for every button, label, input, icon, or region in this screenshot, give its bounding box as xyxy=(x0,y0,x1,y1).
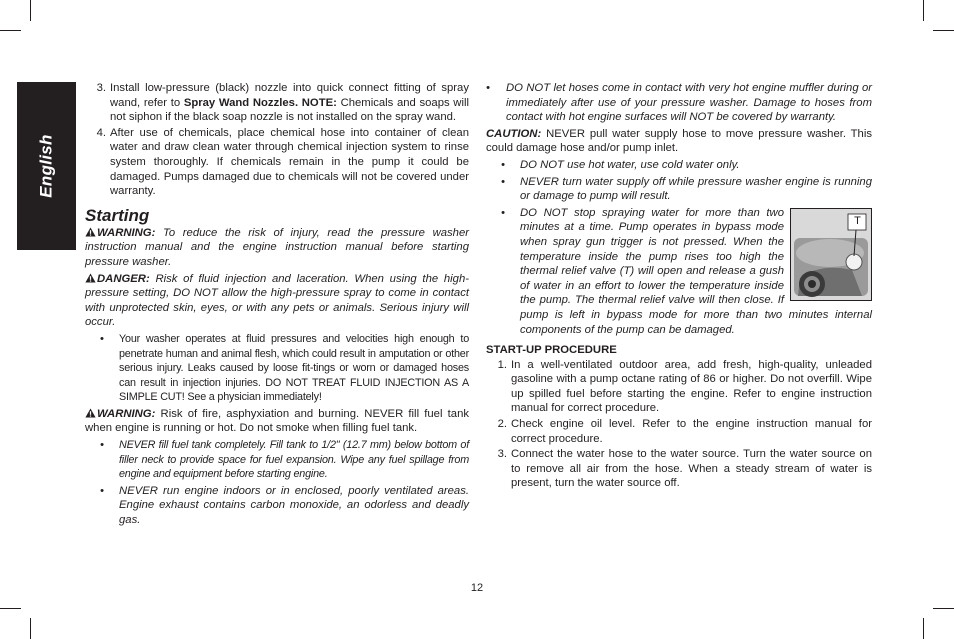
warning-text: Risk of fire, asphyxiation and burning. NEVER fill fuel tank when engine is running or hot. Do not smoke when filling fuel tank. xyxy=(85,407,469,435)
warning-paragraph xyxy=(85,226,469,270)
step-3 xyxy=(85,81,469,125)
warning-label: WARNING: xyxy=(97,407,156,420)
figure-label-t: T xyxy=(854,214,861,227)
step-2 xyxy=(486,417,872,446)
list-item-text-content: DO NOT stop spraying water for more than two minutes at a time. Pump operates in bypass mode when spray gun trigger is not pressed. When the temperature inside the pump rises too high the thermal relief valve (T) will open and release a gush of water in an effort to lower the temperature inside the pump. The thermal relief valve will then close. If pump is left in bypass mode for more than two minutes internal components of the pump can be damaged. xyxy=(520,206,872,336)
warning-text: To reduce the risk of injury, read the pressure washer instruction manual and the engine instruction manual before starting pressure washer. xyxy=(85,226,469,268)
step-number: 3. xyxy=(96,82,106,94)
step-3-text-a: Install low-pressure (black) nozzle into quick connect fitting of spray wand, refer to xyxy=(110,82,469,109)
bullet: • xyxy=(486,82,490,94)
step-3 xyxy=(486,447,872,491)
caution-paragraph xyxy=(486,127,872,156)
list-item-text: NEVER run engine indoors or in enclosed, poorly ventilated areas. Engine exhaust contains carbon monoxide, an odorless and deadly gas. xyxy=(119,484,469,527)
step-text: Check engine oil level. Refer to the engine instruction manual for correct procedure. xyxy=(511,418,872,445)
section-heading-starting: Starting xyxy=(85,205,150,225)
step-number: 1. xyxy=(497,358,507,371)
danger-text: Risk of fluid injection and laceration. When using the high-pressure setting, DO NOT allow the high-pressure spray to come in contact with unprotected skin, eyes, or with any pets or animals. Serious injury will occur. xyxy=(85,272,469,329)
step-text: In a well-ventilated outdoor area, add fresh, high-quality, unleaded gasoline with a pump octane rating of 86 or higher. Do not overfill. Wipe up spilled fuel before starting the engine. Refer to engine instruction manual for correct procedure. xyxy=(511,358,872,415)
step-number: 2. xyxy=(497,418,507,431)
bullet: • xyxy=(100,484,104,497)
list-item xyxy=(486,175,872,204)
list-item-text: NEVER fill fuel tank completely. Fill tank to 1/2" (12.7 mm) below bottom of filler neck to provide space for fuel expansion. Wipe any fuel spillage from engine and equipment before starting engine. xyxy=(119,439,469,481)
list-item-text xyxy=(520,206,872,337)
list-item-text: DO NOT use hot water, use cold water only. xyxy=(520,158,740,171)
list-item xyxy=(85,332,469,405)
crop-mark xyxy=(933,608,954,609)
warning-triangle-icon xyxy=(85,408,96,418)
step-1 xyxy=(486,358,872,416)
list-item xyxy=(85,438,469,482)
bullet: • xyxy=(501,175,505,188)
warning-triangle-icon xyxy=(85,273,96,283)
caution-text: NEVER pull water supply hose to move pressure washer. This could damage hose and/or pump inlet. xyxy=(486,127,872,155)
step-3-dot: . xyxy=(294,96,302,109)
step-4 xyxy=(85,126,469,199)
step-3-text-b: Chemicals and soaps will not siphon if the black soap nozzle is not installed on the spray wand. xyxy=(110,96,469,124)
section-heading-startup: START-UP PROCEDURE xyxy=(486,344,617,357)
bullet: • xyxy=(100,439,104,452)
danger-paragraph xyxy=(85,272,469,330)
bullet: • xyxy=(501,206,505,219)
step-number: 4. xyxy=(96,126,106,139)
crop-mark xyxy=(30,0,31,21)
step-text: Connect the water hose to the water source. Turn the water source on to remove all air from the hose. When a steady stream of water is present, turn the water source off. xyxy=(511,448,872,490)
step-text: After use of chemicals, place chemical hose into container of clean water and draw clean water through chemical injection system to rinse system thoroughly. If chemicals remain in the pump it could be damaged. Pumps damaged due to chemicals will not be covered under warranty. xyxy=(110,126,469,198)
note-label: NOTE: xyxy=(301,96,337,109)
thermal-relief-valve-figure xyxy=(790,208,872,301)
danger-label: DANGER: xyxy=(97,272,150,285)
crop-mark xyxy=(30,618,31,639)
language-tab xyxy=(17,82,76,250)
crop-mark xyxy=(0,608,21,609)
list-item xyxy=(486,81,872,125)
crop-mark xyxy=(923,618,924,639)
list-item xyxy=(85,484,469,528)
crop-mark xyxy=(923,0,924,21)
step-text xyxy=(110,81,469,125)
warning-label: WARNING: xyxy=(97,226,156,239)
list-item-text: DO NOT let hoses come in contact with very hot engine muffler during or immediately after use of your pressure washer. Damage to hoses from contact with hot engine surfaces will NOT be covered by warranty. xyxy=(506,82,872,124)
crop-mark xyxy=(0,30,21,31)
caution-label: CAUTION: xyxy=(486,127,542,140)
spray-wand-nozzles-ref: Spray Wand Nozzles xyxy=(183,96,295,109)
right-column xyxy=(486,81,872,492)
list-item xyxy=(486,158,872,173)
crop-mark xyxy=(933,30,954,31)
page-number: 12 xyxy=(470,582,484,594)
warning-paragraph xyxy=(85,407,469,436)
bullet: • xyxy=(100,332,104,345)
bullet: • xyxy=(501,158,505,171)
warning-triangle-icon xyxy=(85,227,96,237)
step-number: 3. xyxy=(497,448,507,461)
list-item-text: Your washer operates at fluid pressures and velocities high enough to penetrate human and animal flesh, which could result in amputation or other serious injury. Leaks caused by loose fit-tings or worn or damaged hoses can result in injection injuries. DO NOT TREAT FLUID INJECTION AS A SIMPLE CUT! See a physician immediately! xyxy=(119,332,469,404)
list-item xyxy=(486,206,872,337)
left-column xyxy=(85,81,469,528)
language-tab-label: English xyxy=(36,134,56,198)
list-item-text: NEVER turn water supply off while pressure washer engine is running or damage to pump will result. xyxy=(520,175,872,203)
